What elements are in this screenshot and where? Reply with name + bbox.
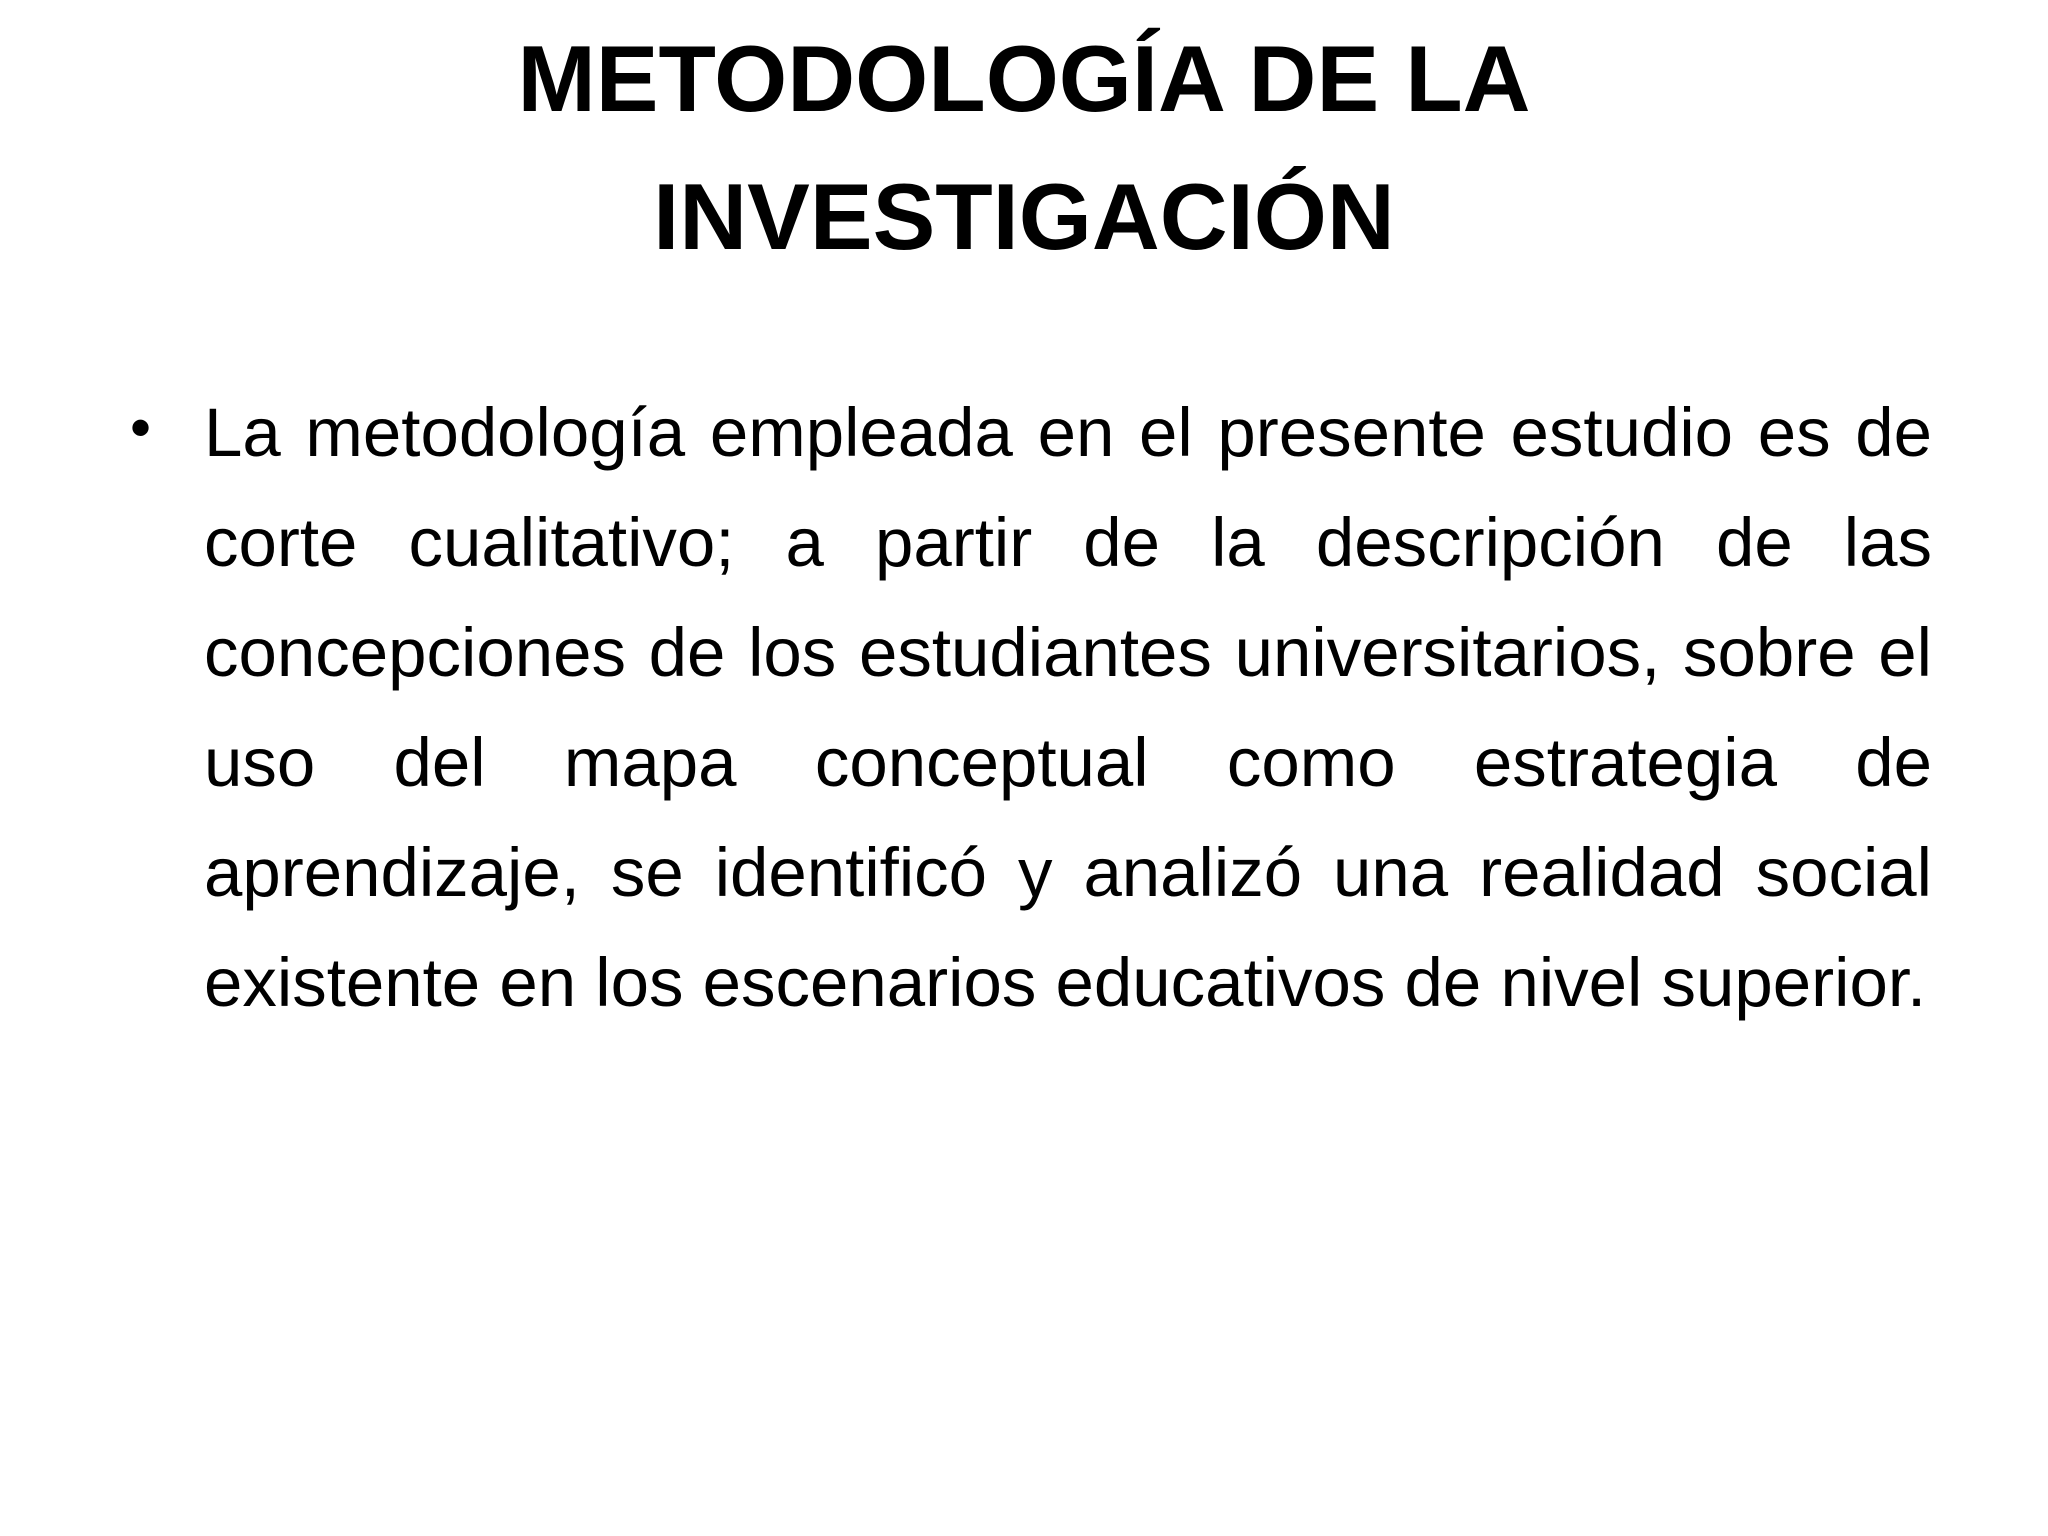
slide-title	[200, 10, 1848, 286]
slide-title-line-1: METODOLOGÍA DE LA	[517, 26, 1531, 131]
bullet-item	[120, 378, 1932, 1038]
bullet-text: La metodología empleada en el presente estudio es de corte cualitativo; a partir de la descripción de las concepciones de los estudiantes universitarios, sobre el uso del mapa conceptual como estrategia de aprendizaje, se identificó y analizó una realidad social existente en los escenarios educativos de nivel superior.	[204, 394, 1932, 1021]
bullet-dot-icon: •	[130, 394, 152, 461]
bullet-list	[120, 378, 1932, 1038]
slide-title-line-2: INVESTIGACIÓN	[653, 164, 1395, 269]
